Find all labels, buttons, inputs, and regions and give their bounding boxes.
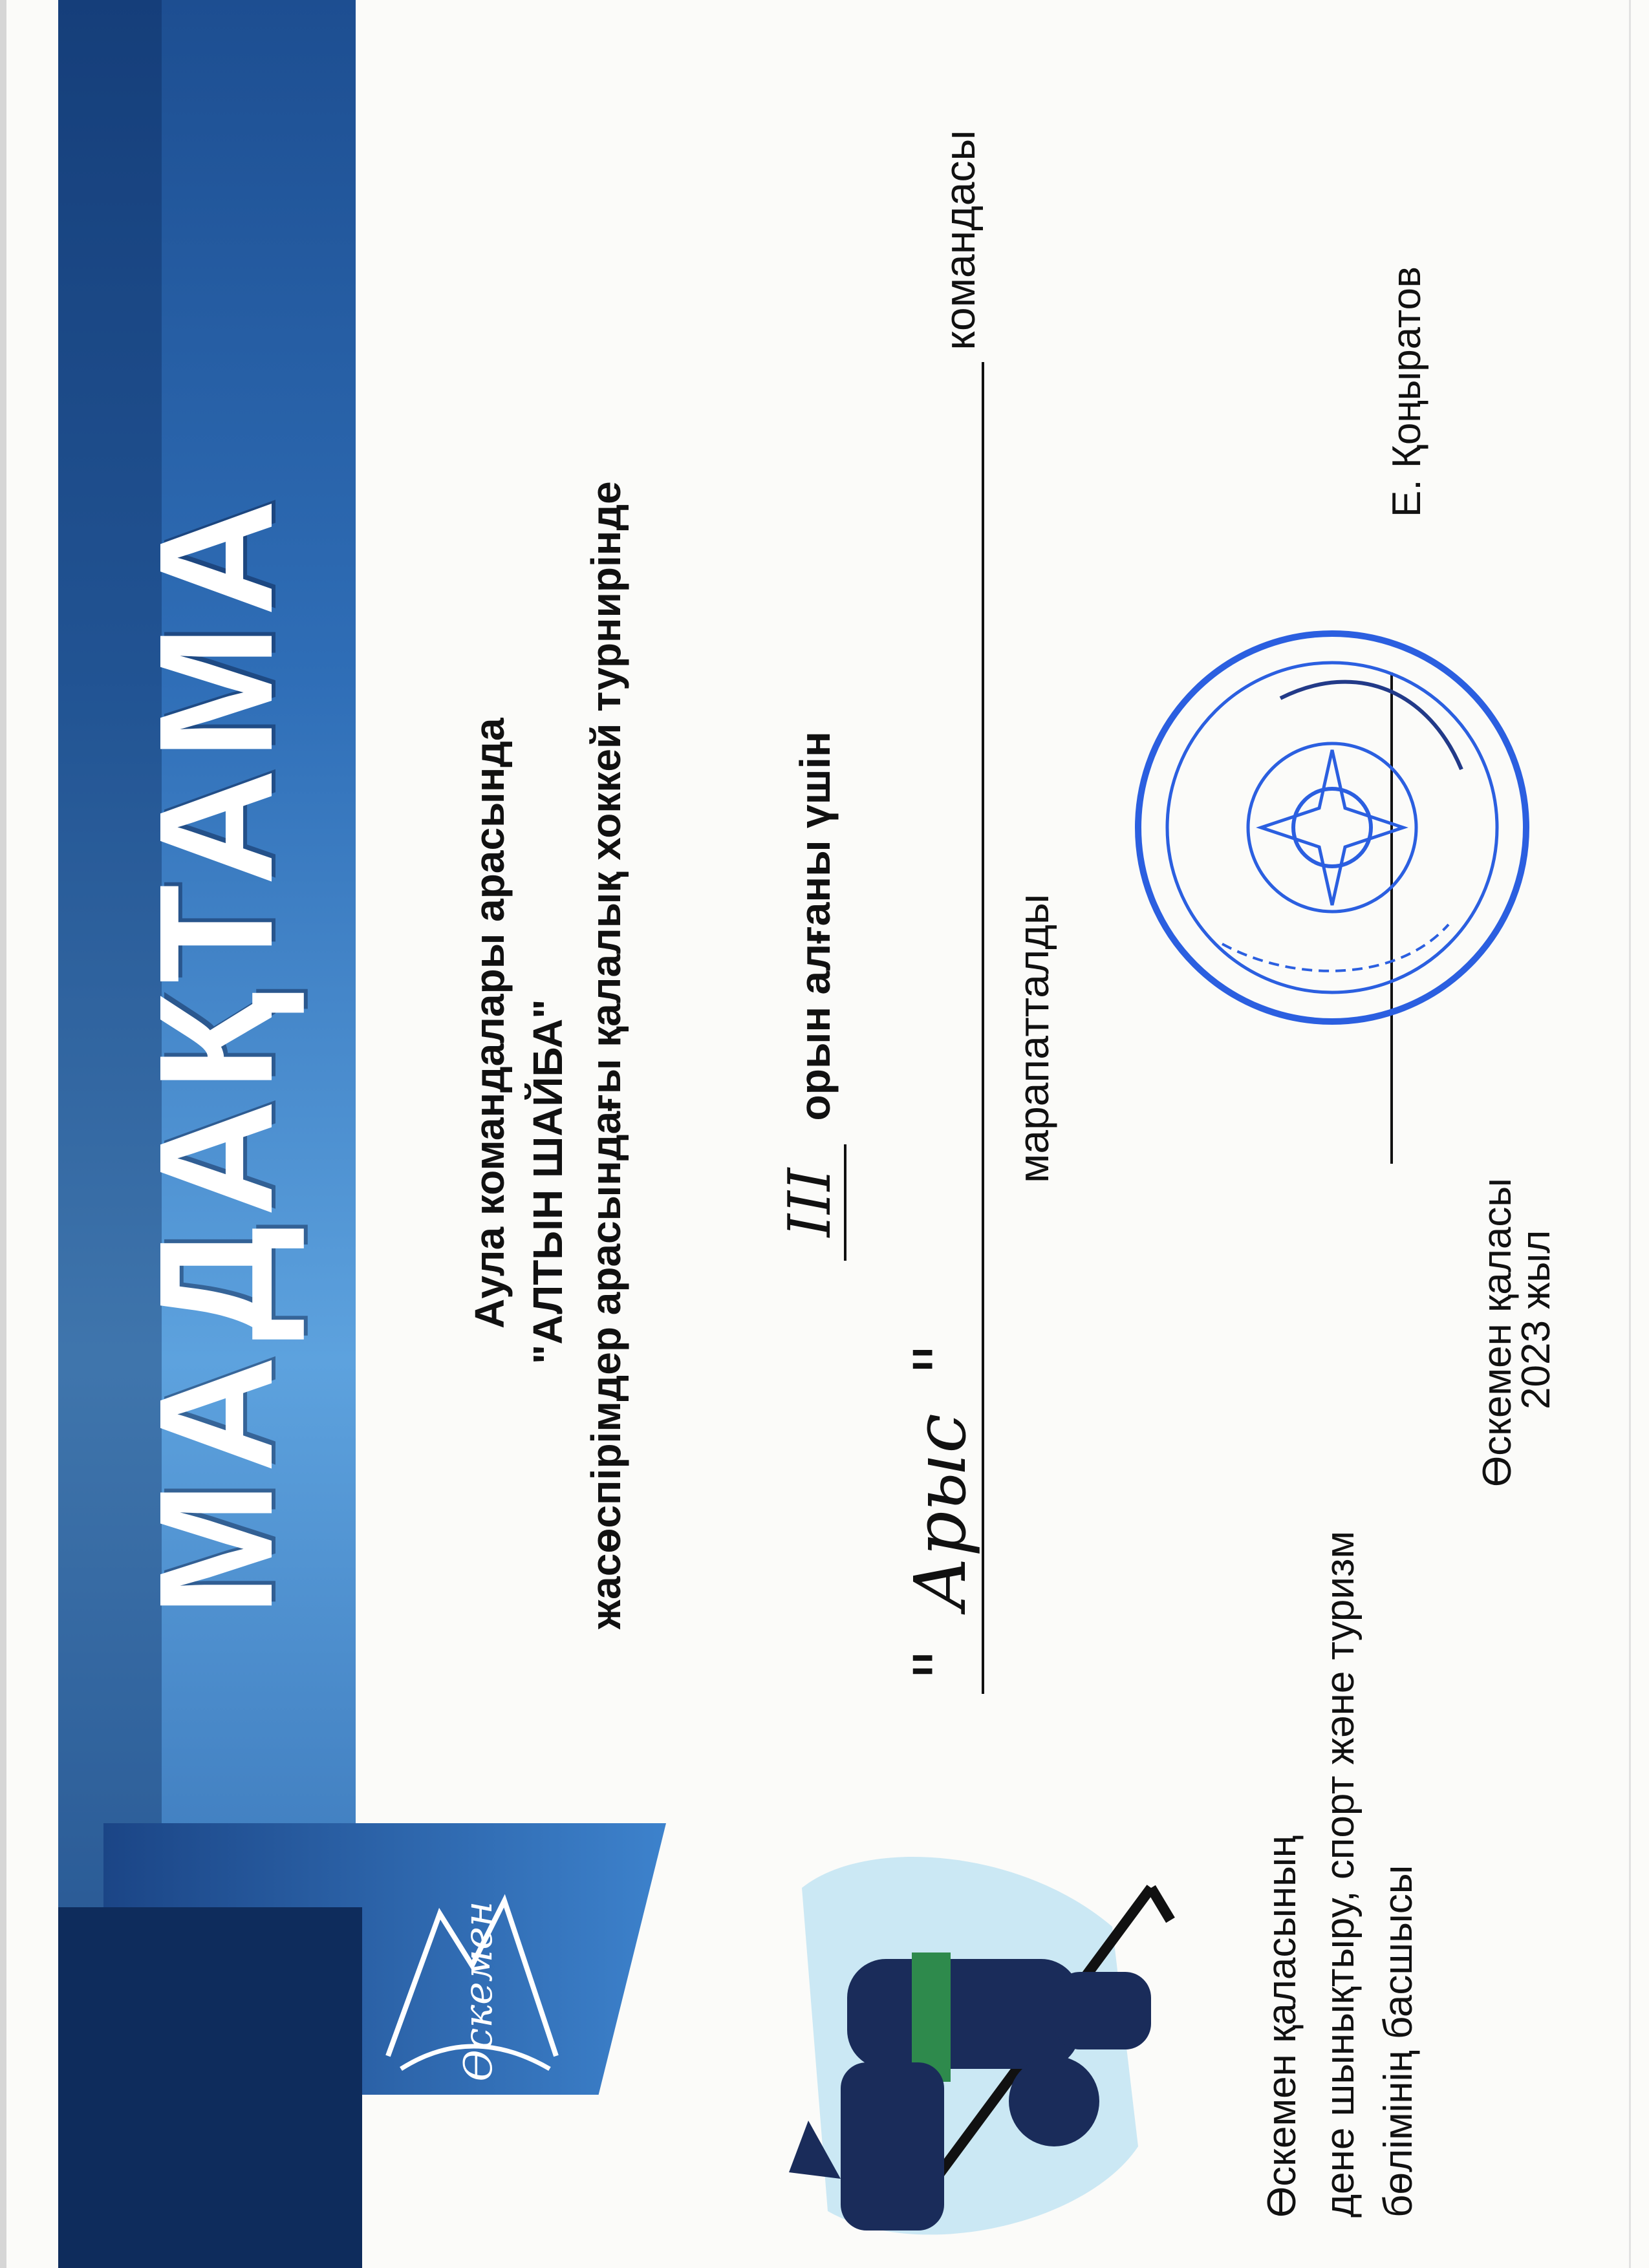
signatory-name: Е. Қоңыратов xyxy=(1385,266,1429,517)
scan-edge-right xyxy=(1629,0,1631,2268)
signatory-line-2: дене шынықтыру, спорт және туризм xyxy=(1318,1530,1363,2218)
signatory-line-1: Өскемен қаласының xyxy=(1260,1835,1304,2218)
certificate-title: МАДАҚТАМА xyxy=(125,490,306,1616)
team-quote-open: " xyxy=(899,1648,982,1681)
tournament-line-3: жасөспірімдер арасындағы қалалық хоккей турнирінде xyxy=(583,481,629,1629)
banner-ribbon-dark xyxy=(58,1907,362,2268)
team-quote-close: " xyxy=(899,1343,982,1376)
team-underline xyxy=(899,362,984,1694)
signatory-line-3: бөлімінің басшысы xyxy=(1376,1865,1421,2218)
awarded-text: марапатталды xyxy=(1009,893,1057,1183)
hockey-player-illustration xyxy=(750,1810,1177,2268)
place-value: III xyxy=(776,1144,846,1261)
team-suffix: командасы xyxy=(936,130,984,350)
place-line xyxy=(776,731,846,1261)
footer-year: 2023 жыл xyxy=(1514,1230,1558,1409)
team-line xyxy=(899,130,984,1694)
oskemen-logo xyxy=(362,1862,582,2095)
official-stamp xyxy=(1125,621,1539,1034)
team-name: Арыс xyxy=(899,1413,982,1611)
place-text: орын алғаны үшін xyxy=(791,731,839,1121)
scan-edge xyxy=(0,0,6,2268)
logo-text: Өскемен xyxy=(456,1901,501,2082)
footer-city: Өскемен қаласы xyxy=(1475,1178,1520,1487)
tournament-name: "АЛТЫН ШАЙБА" xyxy=(524,999,571,1364)
tournament-line-1: Аула командалары арасында xyxy=(466,718,513,1329)
